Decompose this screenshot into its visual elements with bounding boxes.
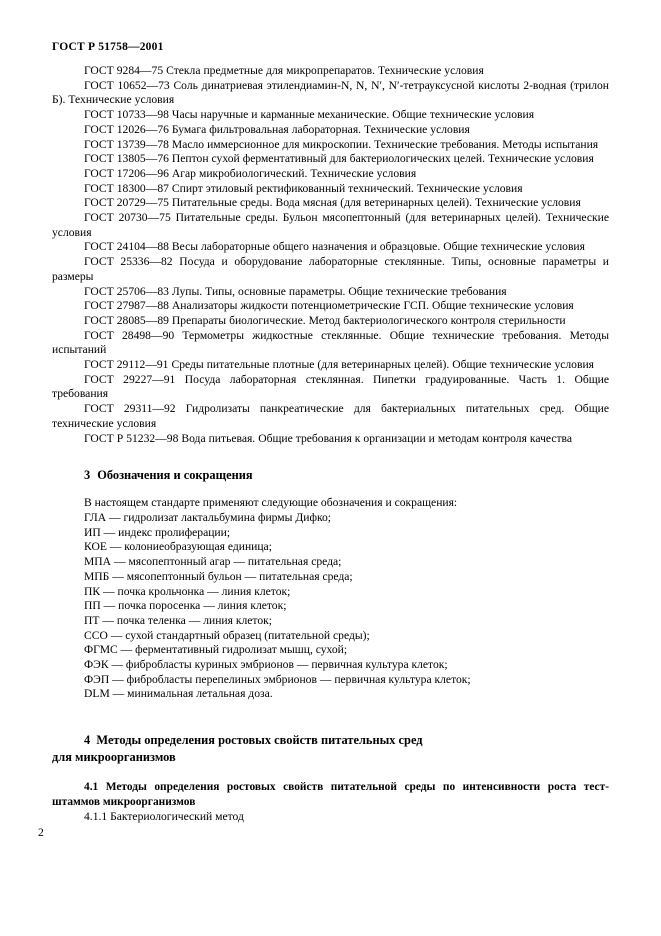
reference-item: ГОСТ 29112—91 Среды питательные плотные (для ветеринарных целей). Общие технические условия xyxy=(84,358,594,372)
abbreviation-item: МПА — мясопептонный агар — питательная среда; xyxy=(84,555,342,569)
reference-item: ГОСТ 10652—73 Соль динатриевая этилендиамин-N, N, N′, N′-тетрауксусной кислоты 2-водная (трилон Б). Технические условия xyxy=(52,78,609,107)
reference-item: ГОСТ 13739—78 Масло иммерсионное для микроскопии. Технические требования. Методы испытания xyxy=(84,137,599,151)
abbreviation-item: ФЭП — фибробласты перепелиных эмбрионов — первичная культура клеток; xyxy=(84,672,471,686)
reference-item: ГОСТ Р 51232—98 Вода питьевая. Общие требования к организации и методам контроля качества xyxy=(84,431,573,445)
running-head: ГОСТ Р 51758—2001 xyxy=(52,41,164,53)
section-3-heading xyxy=(52,467,609,483)
reference-item: ГОСТ 24104—88 Весы лабораторные общего назначения и образцовые. Общие технические условия xyxy=(84,240,585,254)
reference-item: ГОСТ 10733—98 Часы наручные и карманные механические. Общие технические условия xyxy=(84,108,535,122)
abbreviations-list xyxy=(52,511,609,702)
subsection-4-1-1-heading: 4.1.1 Бактериологический метод xyxy=(84,809,244,823)
abbreviation-item: ПК — почка крольчонка — линия клеток; xyxy=(84,584,291,598)
reference-item: ГОСТ 9284—75 Стекла предметные для микропрепаратов. Технические условия xyxy=(84,64,484,77)
subsection-4-1-heading: 4.1 Методы определения ростовых свойств питательной среды по интенсивности роста тест-штаммов микроорганизмов xyxy=(52,781,609,808)
page-number: 2 xyxy=(38,826,44,839)
reference-item: ГОСТ 25336—82 Посуда и оборудование лабораторные стеклянные. Типы, основные параметры и размеры xyxy=(52,255,609,283)
reference-item: ГОСТ 28085—89 Препараты биологические. Метод бактериологического контроля стерильности xyxy=(84,313,566,327)
reference-item: ГОСТ 20729—75 Питательные среды. Вода мясная (для ветеринарных целей). Технические условия xyxy=(84,196,581,210)
abbreviation-item: МПБ — мясопептонный бульон — питательная среда; xyxy=(84,569,353,583)
page-content xyxy=(52,64,609,824)
section-3-number: 3 xyxy=(84,468,91,483)
abbreviation-item: ПТ — почка теленка — линия клеток; xyxy=(84,613,272,627)
reference-item: ГОСТ 27987—88 Анализаторы жидкости потенциометрические ГСП. Общие технические условия xyxy=(84,299,574,313)
abbreviation-item: ФГМС — ферментативный гидролизат мышц, сухой; xyxy=(84,643,348,657)
reference-item: ГОСТ 13805—76 Пептон сухой ферментативный для бактериологических целей. Технические условия xyxy=(84,152,594,166)
spacer xyxy=(52,765,609,780)
abbreviation-item: КОЕ — колониеобразующая единица; xyxy=(84,540,272,554)
reference-item: ГОСТ 17206—96 Агар микробиологический. Технические условия xyxy=(84,166,417,180)
spacer xyxy=(52,483,609,496)
abbreviation-item: ГЛА — гидролизат лактальбумина фирмы Дифко; xyxy=(84,510,332,524)
reference-item: ГОСТ 28498—90 Термометры жидкостные стеклянные. Общие технические требования. Методы испытаний xyxy=(52,328,609,357)
normative-references-list xyxy=(52,64,609,446)
section-4-title-line2: для микроорганизмов xyxy=(52,749,176,764)
section-4-number: 4 xyxy=(84,733,91,748)
abbreviation-item: DLM — минимальная летальная доза. xyxy=(84,687,273,701)
reference-item: ГОСТ 20730—75 Питательные среды. Бульон мясопептонный (для ветеринарных целей). Технические условия xyxy=(52,211,609,239)
section-3-title: Обозначения и сокращения xyxy=(97,468,253,483)
spacer xyxy=(52,446,609,467)
abbreviation-item: ПП — почка поросенка — линия клеток; xyxy=(84,599,287,613)
abbreviation-item: ИП — индекс пролиферации; xyxy=(84,525,231,539)
abbreviation-item: ССО — сухой стандартный образец (питательной среды); xyxy=(84,628,370,642)
reference-item: ГОСТ 25706—83 Лупы. Типы, основные параметры. Общие технические требования xyxy=(84,284,507,298)
spacer xyxy=(52,702,609,732)
reference-item: ГОСТ 12026—76 Бумага фильтровальная лабораторная. Технические условия xyxy=(84,122,470,136)
reference-item: ГОСТ 29227—91 Посуда лабораторная стеклянная. Пипетки градуированные. Часть 1. Общие требования xyxy=(52,372,609,401)
section-4-title-line1: Методы определения ростовых свойств питательных сред xyxy=(96,733,423,748)
reference-item: ГОСТ 29311—92 Гидролизаты панкреатические для бактериальных питательных сред. Общие технические условия xyxy=(52,402,609,430)
reference-item: ГОСТ 18300—87 Спирт этиловый ректификованный технический. Технические условия xyxy=(84,181,523,195)
section-4-heading xyxy=(52,732,609,765)
abbreviation-item: ФЭК — фибробласты куриных эмбрионов — первичная культура клеток; xyxy=(84,658,448,672)
section-3-intro: В настоящем стандарте применяют следующие обозначения и сокращения: xyxy=(84,496,458,510)
